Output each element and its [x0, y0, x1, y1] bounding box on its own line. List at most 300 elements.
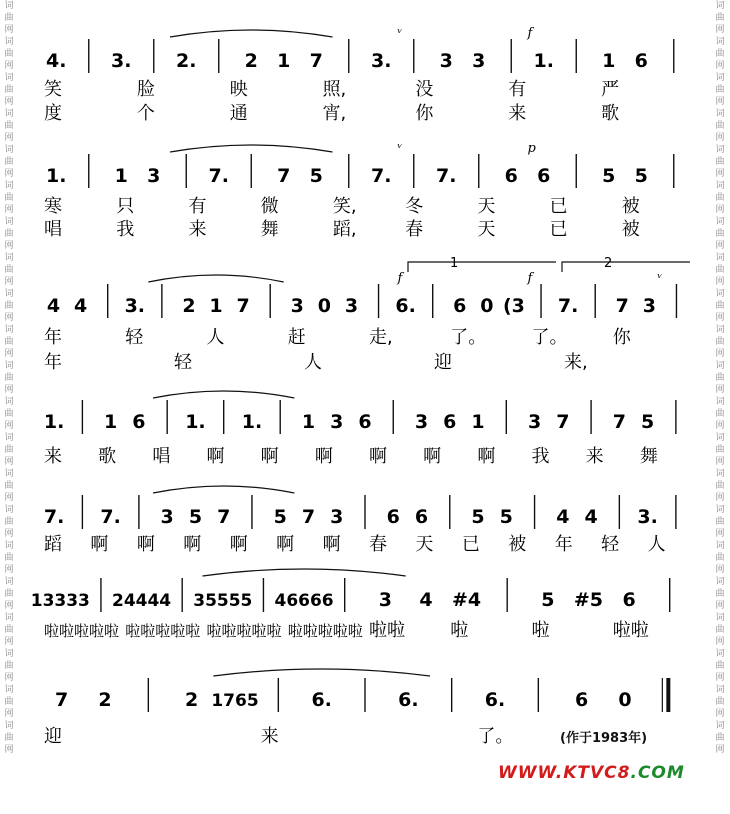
note: 7. — [557, 295, 579, 317]
lyric: 我 — [531, 446, 550, 467]
note: 6. — [395, 295, 416, 317]
side-watermark-char: 词 — [715, 721, 725, 731]
side-watermark-char: 曲 — [715, 589, 725, 599]
lyric: 天 — [477, 219, 496, 240]
side-watermark-char: 曲 — [715, 49, 725, 59]
dynamic-mark: ᵛ — [397, 26, 403, 41]
side-watermark-char: 曲 — [4, 49, 14, 59]
lyric: 春 — [405, 219, 424, 240]
note: 1 — [114, 165, 128, 187]
note: 6 — [414, 506, 429, 528]
lyric: 了。 — [531, 327, 568, 348]
lyric: 年 — [44, 327, 62, 348]
note: 6. — [311, 689, 332, 711]
volta-1-label: 1 — [450, 256, 459, 271]
lyric: 只 — [116, 196, 135, 217]
note: 3 — [330, 411, 344, 433]
side-watermark-char: 曲 — [4, 661, 14, 671]
lyric: 啦啦啦啦啦 — [206, 622, 282, 640]
side-watermark-char: 曲 — [4, 301, 14, 311]
side-watermark-char: 曲 — [4, 121, 14, 131]
side-watermark-char: 网 — [4, 61, 14, 71]
lyric: 来 — [44, 446, 62, 467]
side-watermark-char: 曲 — [4, 13, 14, 23]
side-watermark-char: 曲 — [4, 193, 14, 203]
side-watermark-char: 词 — [4, 145, 14, 155]
side-watermark-char: 网 — [715, 709, 725, 719]
note: 4 — [46, 295, 61, 317]
note: 3. — [371, 50, 392, 72]
note: 6 — [443, 411, 457, 433]
side-watermark-char: 网 — [4, 205, 14, 215]
note: 7. — [371, 165, 392, 187]
side-watermark-char: 曲 — [715, 373, 725, 383]
side-watermark-char: 曲 — [4, 481, 14, 491]
side-watermark-char: 网 — [715, 385, 725, 395]
lyric: 来 — [585, 446, 604, 467]
note: 7 — [615, 295, 629, 317]
site-watermark — [498, 763, 685, 783]
note: 3 — [439, 50, 453, 72]
lyric: 有 — [188, 196, 207, 217]
lyric: 你 — [415, 103, 434, 124]
side-watermark-char: 网 — [715, 133, 725, 143]
note: 7 — [556, 411, 570, 433]
lyric: 没 — [415, 79, 434, 100]
side-watermark-char: 词 — [715, 433, 725, 443]
note: 13333 — [30, 591, 90, 611]
side-watermark-char: 词 — [715, 37, 725, 47]
side-watermark-char: 曲 — [715, 733, 725, 743]
slur — [203, 569, 406, 576]
side-watermark-char: 词 — [715, 685, 725, 695]
side-watermark-char: 网 — [4, 385, 14, 395]
lyric: 笑, — [332, 196, 357, 217]
lyric: 来 — [508, 103, 527, 124]
lyric: 啊 — [276, 534, 295, 555]
note: 6. — [484, 689, 506, 711]
composition-date: (作于1983年) — [560, 731, 648, 746]
note: 6 — [132, 411, 146, 433]
note: 3 — [414, 411, 429, 433]
side-watermark-char: 网 — [715, 673, 725, 683]
side-watermark-char: 词 — [4, 505, 14, 515]
side-watermark-char: 曲 — [715, 121, 725, 131]
side-watermark-char: 词 — [715, 217, 725, 227]
lyric: 年 — [554, 534, 573, 555]
volta-2-label: 2 — [604, 256, 613, 271]
note: 5 — [499, 506, 513, 528]
side-watermark-char: 曲 — [4, 337, 14, 347]
side-watermark-char: 网 — [715, 241, 725, 251]
side-watermark-char: 曲 — [715, 157, 725, 167]
side-watermark-char: 曲 — [715, 193, 725, 203]
note: 3 — [472, 50, 486, 72]
site-suffix: .COM — [630, 763, 685, 783]
lyric: 了。 — [477, 726, 514, 747]
side-watermark-char: 曲 — [715, 625, 725, 635]
side-watermark-char: 词 — [715, 109, 725, 119]
side-watermark-char: 网 — [715, 601, 725, 611]
side-watermark-char: 曲 — [4, 589, 14, 599]
side-watermark-char: 曲 — [715, 661, 725, 671]
lyric: 啊 — [90, 534, 109, 555]
side-watermark-char: 词 — [4, 253, 14, 263]
side-watermark-char: 曲 — [715, 553, 725, 563]
side-watermark-char: 词 — [4, 289, 14, 299]
side-watermark-char: 网 — [4, 601, 14, 611]
lyric: 寒 — [44, 196, 62, 217]
note: 1. — [533, 50, 554, 72]
lyric: 映 — [229, 79, 248, 100]
lyric: 轻 — [125, 327, 144, 348]
note: 7. — [100, 506, 121, 528]
lyric: 赶 — [287, 327, 306, 348]
lyric: 人 — [206, 327, 225, 348]
note: 3 — [642, 295, 656, 317]
side-watermark-char: 词 — [715, 397, 725, 407]
side-watermark-char: 网 — [4, 25, 14, 35]
slur — [153, 391, 294, 398]
lyric: 严 — [601, 79, 620, 100]
note: 4 — [419, 589, 433, 611]
side-watermark-char: 网 — [715, 97, 725, 107]
side-watermark-char: 词 — [4, 37, 14, 47]
lyric: 啦啦啦啦啦 — [44, 622, 120, 640]
note: 35555 — [193, 591, 253, 611]
note: 6 — [634, 50, 648, 72]
side-watermark-char: 曲 — [715, 481, 725, 491]
side-watermark-char: 词 — [715, 577, 725, 587]
side-watermark-char: 网 — [4, 457, 14, 467]
lyric: 啦啦 — [369, 620, 405, 641]
note: 7. — [43, 506, 65, 528]
slur — [170, 145, 333, 152]
side-watermark-char: 曲 — [715, 301, 725, 311]
note: 3. — [124, 295, 146, 317]
side-watermark-char: 词 — [4, 541, 14, 551]
note: 3 — [330, 506, 344, 528]
side-watermark-char: 词 — [715, 613, 725, 623]
side-watermark-char: 词 — [4, 613, 14, 623]
lyric: 啦啦啦啦啦 — [125, 622, 201, 640]
note: 6 — [575, 689, 589, 711]
side-watermark-char: 曲 — [4, 517, 14, 527]
side-watermark-char: 网 — [715, 349, 725, 359]
side-watermark-char: 词 — [4, 109, 14, 119]
slur — [213, 669, 430, 676]
lyric: 啦啦啦啦啦 — [287, 622, 363, 640]
side-watermark-char: 曲 — [4, 157, 14, 167]
lyric: 走, — [369, 327, 393, 348]
side-watermark-char: 词 — [715, 289, 725, 299]
dynamic-mark: ᵛ — [657, 271, 663, 286]
side-watermark-char: 词 — [715, 1, 725, 11]
note: #4 — [451, 589, 482, 611]
side-watermark-char: 曲 — [4, 373, 14, 383]
side-watermark-char: 词 — [4, 685, 14, 695]
lyric: 迎 — [434, 352, 452, 373]
side-watermark-char: 词 — [4, 649, 14, 659]
slur — [170, 30, 333, 37]
side-watermark-char: 词 — [715, 649, 725, 659]
side-watermark-char: 词 — [4, 217, 14, 227]
side-watermark-char: 曲 — [4, 553, 14, 563]
lyric: 人 — [304, 352, 322, 373]
lyric: 了。 — [450, 327, 487, 348]
note: 3 — [147, 165, 161, 187]
note: 7 — [217, 506, 231, 528]
lyric: 轻 — [601, 534, 620, 555]
lyric: 啊 — [322, 534, 341, 555]
side-watermark-char: 词 — [4, 325, 14, 335]
lyric: 啊 — [260, 446, 279, 467]
side-watermark-char: 曲 — [4, 697, 14, 707]
side-watermark-char: 网 — [715, 313, 725, 323]
side-watermark-char: 曲 — [715, 445, 725, 455]
lyric: 来 — [188, 219, 207, 240]
side-watermark-char: 网 — [4, 493, 14, 503]
lyric: 歌 — [601, 103, 620, 124]
lyric: 啊 — [314, 446, 333, 467]
note: 2 — [244, 50, 258, 72]
lyric: 人 — [647, 534, 666, 555]
dynamic-mark: f — [527, 26, 533, 41]
side-watermark-char: 网 — [4, 745, 14, 755]
side-watermark-char: 词 — [4, 361, 14, 371]
side-watermark-char: 词 — [4, 397, 14, 407]
site-prefix: WWW. — [498, 763, 564, 783]
note: 1 — [602, 50, 616, 72]
note: 3. — [637, 506, 658, 528]
side-watermark-char: 网 — [715, 421, 725, 431]
side-watermark-char: 词 — [4, 73, 14, 83]
note: 3 — [344, 295, 359, 317]
lyric: 笑 — [44, 79, 62, 100]
note: 3 — [290, 295, 304, 317]
side-watermark-char: 词 — [715, 73, 725, 83]
lyric: 啦啦 — [612, 620, 649, 641]
side-watermark-char: 网 — [4, 637, 14, 647]
note: 1 — [104, 411, 118, 433]
lyric: 舞 — [260, 219, 279, 240]
note: 7 — [309, 50, 323, 72]
lyric: 冬 — [405, 196, 424, 217]
lyric: 被 — [621, 219, 640, 240]
volta-2-bracket — [562, 262, 690, 272]
lyric: 被 — [508, 534, 527, 555]
note: 3 — [160, 506, 174, 528]
note: 5 — [309, 165, 323, 187]
lyric: 啊 — [183, 534, 202, 555]
note: 6 — [386, 506, 400, 528]
side-watermark-char: 曲 — [4, 229, 14, 239]
lyric: 已 — [549, 196, 568, 217]
side-watermark-char: 网 — [4, 565, 14, 575]
dynamic-mark: f — [397, 271, 403, 286]
note: 1 — [209, 295, 223, 317]
side-watermark-char: 网 — [4, 529, 14, 539]
side-watermark-char: 网 — [4, 241, 14, 251]
lyric: 你 — [612, 327, 631, 348]
note: 0 — [317, 295, 331, 317]
side-watermark-char: 网 — [715, 205, 725, 215]
note: 7 — [301, 506, 316, 528]
lyric: 蹈, — [332, 219, 357, 240]
side-watermark-char: 曲 — [4, 409, 14, 419]
side-watermark-char: 词 — [4, 469, 14, 479]
side-watermark-char: 网 — [4, 97, 14, 107]
lyric: 照, — [322, 79, 347, 100]
side-watermark-char: 曲 — [4, 265, 14, 275]
note: 4. — [46, 50, 67, 72]
side-watermark-char: 词 — [4, 577, 14, 587]
lyric: 天 — [477, 196, 496, 217]
side-watermark-char: 词 — [4, 1, 14, 11]
note: 0 — [480, 295, 494, 317]
dynamic-mark: p — [527, 141, 536, 156]
lyric: 年 — [44, 352, 62, 373]
side-watermark-char: 词 — [715, 145, 725, 155]
side-watermark-char: 词 — [715, 541, 725, 551]
note: 1. — [185, 411, 206, 433]
note: #5 — [573, 589, 604, 611]
lyric: 宵, — [322, 103, 347, 124]
note: 2. — [176, 50, 197, 72]
lyric: 轻 — [174, 352, 192, 373]
side-watermark-char: 词 — [4, 181, 14, 191]
note: 5 — [471, 506, 485, 528]
lyric: 春 — [369, 534, 387, 555]
slur — [148, 275, 283, 282]
side-watermark-char: 网 — [4, 133, 14, 143]
note: 7. — [208, 165, 229, 187]
lyric: 度 — [44, 103, 62, 124]
side-watermark-char: 曲 — [715, 85, 725, 95]
lyric: 迎 — [44, 726, 62, 747]
side-watermark-char: 曲 — [715, 517, 725, 527]
side-watermark-char: 网 — [4, 277, 14, 287]
lyric: 通 — [229, 103, 248, 124]
note: 6 — [622, 589, 636, 611]
side-watermark-char: 曲 — [715, 697, 725, 707]
side-watermark-char: 词 — [715, 181, 725, 191]
side-watermark-char: 网 — [715, 493, 725, 503]
note: 6 — [453, 295, 467, 317]
note: 7 — [612, 411, 626, 433]
dynamic-mark: f — [527, 271, 533, 286]
side-watermark-char: 网 — [715, 25, 725, 35]
note: 6 — [537, 165, 551, 187]
lyric: 唱 — [44, 219, 62, 240]
lyric: 啊 — [229, 534, 248, 555]
lyric: 啦 — [531, 620, 550, 641]
side-watermark-char: 网 — [715, 169, 725, 179]
lyric: 被 — [621, 196, 640, 217]
side-watermark-char: 网 — [715, 457, 725, 467]
side-watermark-char: 词 — [4, 433, 14, 443]
lyric: 已 — [461, 534, 480, 555]
lyric: 舞 — [639, 446, 658, 467]
note: 3. — [111, 50, 132, 72]
note: 7 — [236, 295, 250, 317]
note: 24444 — [111, 591, 172, 611]
note: 1. — [241, 411, 263, 433]
note: 1. — [46, 165, 67, 187]
lyric: 蹈 — [44, 534, 62, 555]
lyric: 啊 — [206, 446, 225, 467]
note: 3 — [527, 411, 542, 433]
note: 6 — [504, 165, 518, 187]
note: 4 — [584, 506, 598, 528]
note: 2 — [182, 295, 196, 317]
side-watermark-char: 曲 — [4, 733, 14, 743]
note: 4 — [74, 295, 88, 317]
lyric: 我 — [116, 219, 135, 240]
lyric: 来, — [564, 352, 588, 373]
lyric: 啊 — [477, 446, 496, 467]
note: 7 — [55, 689, 69, 711]
side-watermark-char: 网 — [715, 61, 725, 71]
slur — [153, 486, 294, 493]
side-watermark-char: 网 — [715, 637, 725, 647]
lyric: 已 — [549, 219, 568, 240]
lyric: 来 — [260, 726, 279, 747]
side-watermark-char: 曲 — [4, 85, 14, 95]
side-watermark-char: 词 — [715, 325, 725, 335]
note: 5 — [634, 165, 648, 187]
side-watermark-char: 网 — [4, 349, 14, 359]
note: 0 — [618, 689, 632, 711]
lyric: 脸 — [136, 79, 155, 100]
volta-1-bracket — [408, 262, 556, 272]
lyric: 个 — [136, 103, 155, 124]
note: 5 — [273, 506, 287, 528]
note: 1 — [277, 50, 291, 72]
lyric: 啊 — [369, 446, 387, 467]
lyric: 唱 — [152, 446, 171, 467]
side-watermark-char: 网 — [715, 745, 725, 755]
note: 1765 — [211, 691, 259, 711]
note: 1. — [43, 411, 65, 433]
side-watermark-char: 网 — [715, 277, 725, 287]
note: (3 — [503, 295, 525, 317]
note: 1 — [301, 411, 316, 433]
site-brand: KTVC8 — [563, 763, 631, 783]
note: 4 — [556, 506, 570, 528]
note: 2 — [98, 689, 112, 711]
side-watermark-char: 曲 — [4, 445, 14, 455]
lyric: 天 — [415, 534, 434, 555]
note: 7. — [436, 165, 457, 187]
side-watermark-char: 网 — [4, 421, 14, 431]
side-watermark-char: 曲 — [715, 13, 725, 23]
lyric: 啊 — [136, 534, 155, 555]
dynamic-mark: ᵛ — [397, 141, 403, 156]
side-watermark-char: 词 — [715, 361, 725, 371]
side-watermark-char: 网 — [4, 313, 14, 323]
side-watermark-char: 词 — [715, 505, 725, 515]
note: 3 — [378, 589, 392, 611]
side-watermark-char: 网 — [715, 529, 725, 539]
lyric: 有 — [508, 79, 527, 100]
side-watermark-char: 词 — [715, 469, 725, 479]
side-watermark-char: 网 — [4, 673, 14, 683]
note: 6. — [398, 689, 419, 711]
side-watermark-char: 网 — [715, 565, 725, 575]
note: 7 — [277, 165, 291, 187]
side-watermark-char: 曲 — [715, 337, 725, 347]
